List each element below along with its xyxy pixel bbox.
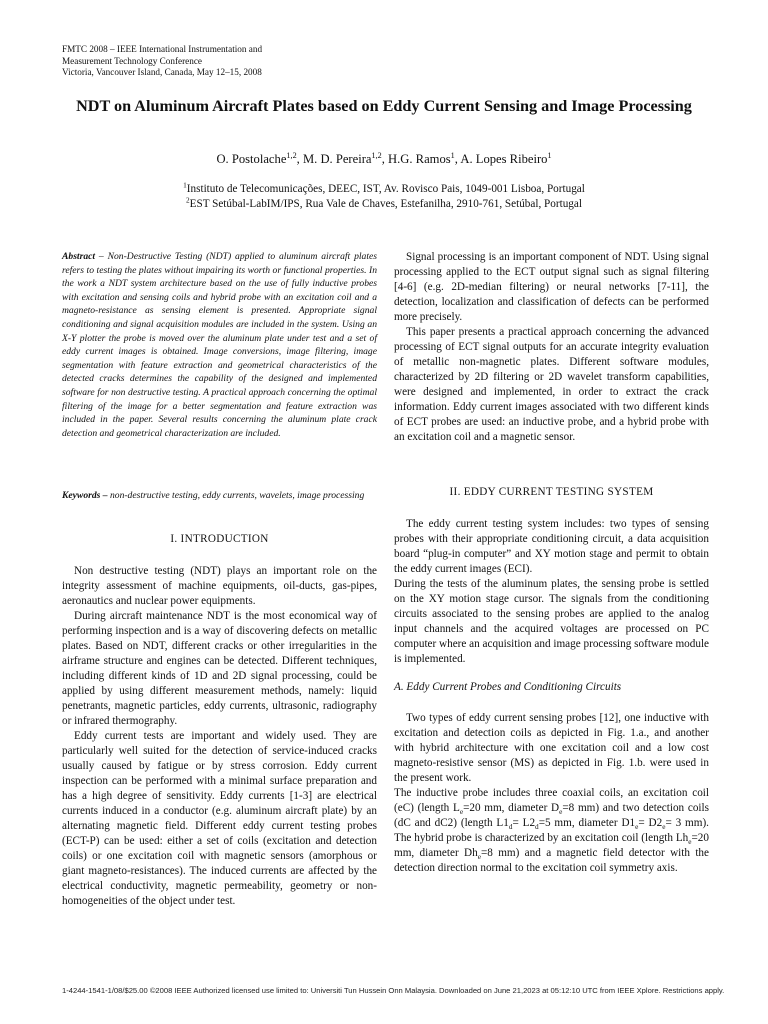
author-name: O. Postolache <box>216 152 287 166</box>
paragraph: The inductive probe includes three coaxial coils, an excitation coil (eC) (length $L_e=20$ mm, diameter $D_e=8$ mm) and two detection coils (dC and dC2) (length $L1_d= L2_d=5$ mm, diameter $D1_e= D2_e= 3$ mm). The hybrid probe is characterized by an excitation coil (length $Lh_e=20$ mm, diameter $Dh_e=8$ mm) and a magnetic field detector with the detection direction normal to the excitation coil symmetry axis. <box>394 787 709 874</box>
conference-info <box>62 44 262 79</box>
paragraph: During aircraft maintenance NDT is the most economical way of performing inspection and is a way of discovering defects on metallic plates. Based on NDT, different cracks or other irregularities in the airframe structure and engines can be detected. Different techniques, including different kinds of 1D and 2D signal processing, could be applied by using different measurement methods, namely: liquid penetrants, magnetic particles, eddy currents, ultrasonic, radiography or infrared thermography. <box>62 610 377 727</box>
conference-line-1: FMTC 2008 – IEEE International Instrumentation and <box>62 44 263 54</box>
intro-continued <box>394 250 709 445</box>
affiliation-1: $^1$Instituto de Telecomunicações, DEEC, IST, Av. Rovisco Pais, 1049-001 Lisboa, Portugal <box>183 181 585 195</box>
paragraph: The eddy current testing system includes: two types of sensing probes with their appropriate conditioning circuit, a data acquisition board “plug-in computer” and XY motion stage and permit to obtain the eddy current images (ECI). <box>394 518 709 575</box>
subsection-heading: A. Eddy Current Probes and Conditioning Circuits <box>394 681 622 693</box>
paragraph: Eddy current tests are important and widely used. They are particularly well suited for the detection of service-induced cracks usually caused by fatigue or by stress corrosion. Eddy current inspection can be performed with a minimal surface preparation and has a high degree of sensitivity. Eddy currents [1-3] are electrical currents induced in a conductor (e.g. aluminum aircraft plate) by an alternating magnetic field. Different eddy current testing probes (ECT-P) can be used: either a set of coils (excitation and detection coils) or one excitation coil with magnetic sensors (amorphous or giant magneto-resistances). The induced currents are affected by the electrical conductivity, magnetic permeability, geometry or non-homogeneities of the object under test. <box>62 730 377 907</box>
conference-line-3: Victoria, Vancouver Island, Canada, May 12–15, 2008 <box>62 67 262 77</box>
author-list: O. Postolache$^{1,2}$, M. D. Pereira$^{1,2}$, H.G. Ramos$^1$, A. Lopes Ribeiro$^1$ <box>216 150 552 166</box>
author-affiliation-mark: 1,2 <box>371 150 382 160</box>
author-affiliation-mark: 1 <box>450 150 455 160</box>
keywords-label: Keywords – <box>62 490 108 501</box>
paragraph: Signal processing is an important component of NDT. Using signal processing applied to the ECT output signal such as signal filtering [4-6] (e.g. 2D-median filtering) or neural networks [7-11], the detection, localization and classification of defects can be performed more precisely. <box>394 251 709 323</box>
keywords <box>62 489 377 503</box>
author-affiliation-mark: 1 <box>547 150 552 160</box>
paragraph: Two types of eddy current sensing probes [12], one inductive with excitation and detection coils as depicted in Fig. 1.a., and another with hybrid architecture with one excitation coil and a low cost magneto-resistive sensor (MS) as depicted in Fig. 1.b. were used in the present work. <box>394 712 709 784</box>
abstract-label: Abstract <box>62 251 96 262</box>
paragraph: Non destructive testing (NDT) plays an important role on the integrity assessment of machine equipments, oil-ducts, gas-pipes, aeronautics and nuclear power equipments. <box>62 565 377 607</box>
paper-title: NDT on Aluminum Aircraft Plates based on Eddy Current Sensing and Image Processing <box>76 97 692 115</box>
conference-line-2: Measurement Technology Conference <box>62 55 203 66</box>
keywords-text: non-destructive testing, eddy currents, wavelets, image processing <box>107 490 365 501</box>
introduction-body <box>62 564 377 909</box>
affiliation-2: $^2$EST Setúbal-LabIM/IPS, Rua Vale de Chaves, Estefanilha, 2910-761, Setúbal, Portugal <box>186 196 582 210</box>
author-affiliation-mark: 1,2 <box>286 150 297 160</box>
author-name: A. Lopes Ribeiro <box>460 152 548 166</box>
abstract-text: – Non-Destructive Testing (NDT) applied to aluminum aircraft plates refers to testing the plates without impairing its worth or functional properties. In the work a NDT system architecture based on the use of fully inductive probes with excitation and sensing coils and hybrid probe with an excitation coil and a magneto-resistance as sensing element is presented. Appropriate signal conditioning and signal acquisition modules are included in the system. Using an X-Y plotter the probe is moved over the aluminum plate under test and a set of eddy current images is obtained. Image conversions, image filtering, image segmentation with feature extraction and geometrical characteristics of the detected cracks determines the capability of the designed and implemented software for non destructive testing. A practical approach concerning the optimal filtering of the image for a better segmentation and feature extraction was included in the paper. Several results concerning the aluminum plate crack detection and geometrical characterization are included. <box>62 251 377 439</box>
paragraph: This paper presents a practical approach concerning the advanced processing of ECT signal outputs for an accurate integrity evaluation of metallic non-magnetic plates. Different software modules, characterized by 2D filtering or 2D wavelet transform capabilities, were designed and implemented, in order to extract the crack information. Eddy current images associated with two different kinds of ECT probes are used: an inductive probe, and a hybrid probe with an excitation coil and a magnetic sensor. <box>394 326 709 443</box>
affiliations <box>60 182 708 212</box>
subsection-body <box>394 711 709 876</box>
section-heading-introduction: I. INTRODUCTION <box>170 533 269 545</box>
section-heading-eddy-current-testing-system: II. EDDY CURRENT TESTING SYSTEM <box>449 486 654 498</box>
abstract <box>62 250 377 440</box>
footer-copyright-notice: 1-4244-1541-1/08/$25.00 ©2008 IEEE Authorized licensed use limited to: Universiti Tun Hussein Onn Malaysia. Downloaded on June 21,2023 at 05:12:10 UTC from IEEE Xplore. Restrictions apply. <box>62 986 725 995</box>
author-name: M. D. Pereira <box>302 152 372 166</box>
author-name: H.G. Ramos <box>388 152 451 166</box>
paragraph: During the tests of the aluminum plates, the sensing probe is settled on the XY motion stage cursor. The signals from the conditioning circuits associated to the sensing probes are applied to the analog input channels and the acquired voltages are processed on PC computer where an acquisition and image processing software module is implemented. <box>394 578 710 665</box>
section2-body <box>394 517 709 667</box>
